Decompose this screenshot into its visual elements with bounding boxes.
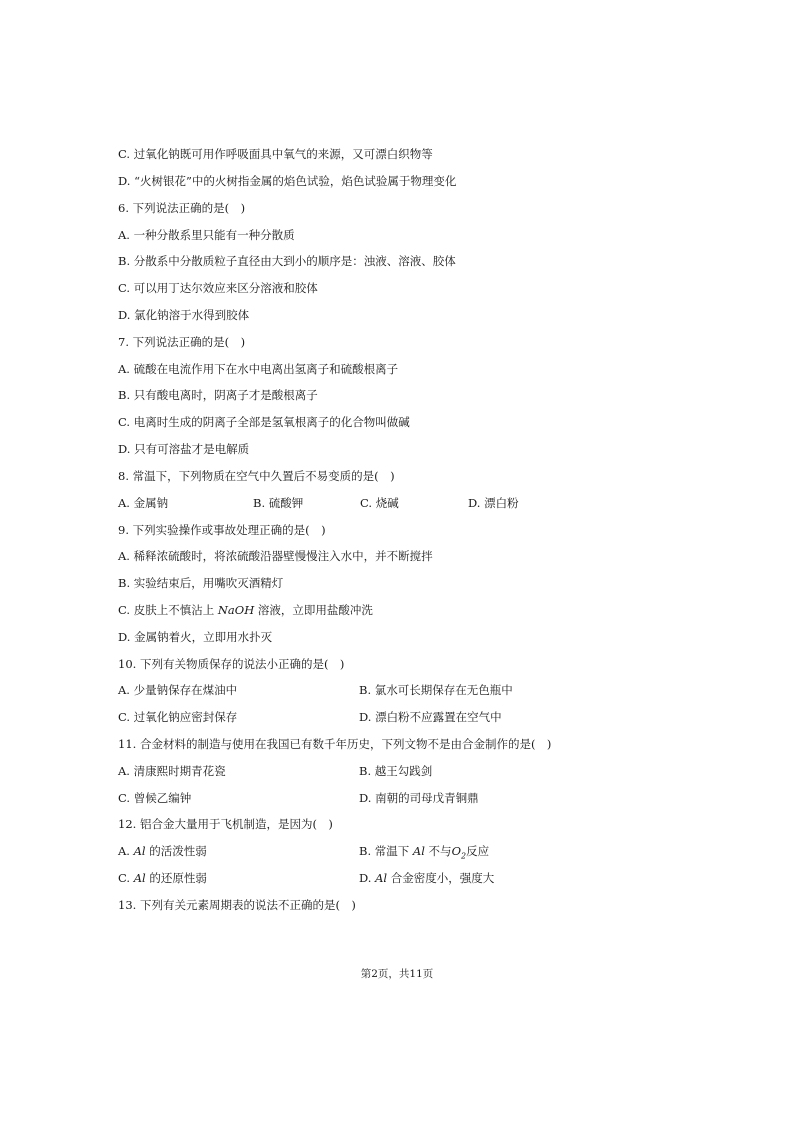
al-symbol: Al [133, 844, 146, 858]
option-b-q12-text-end: 反应 [466, 844, 490, 858]
question-8: 8. 常温下，下列物质在空气中久置后不易变质的是( ) [118, 469, 395, 483]
option-a-q8: A. 金属钠 [118, 496, 169, 510]
option-a-q12-text: 的活泼性弱 [145, 844, 207, 858]
option-c-q5: C. 过氧化钠既可用作呼吸面具中氧气的来源，又可漂白织物等 [118, 147, 433, 161]
page-footer: 第2页，共11页 [360, 968, 434, 980]
option-b-q8: B. 硫酸钾 [253, 496, 304, 510]
option-c-q9-text-start: C. 皮肤上不慎沾上 [118, 603, 218, 617]
option-b-q6: B. 分散系中分散质粒子直径由大到小的顺序是：浊液、溶液、胶体 [118, 254, 456, 268]
option-d-q7: D. 只有可溶盐才是电解质 [118, 442, 250, 456]
option-d-q5: D. “火树银花”中的火树指金属的焰色试验，焰色试验属于物理变化 [118, 174, 457, 188]
option-c-q7: C. 电离时生成的阴离子全部是氢氧根离子的化合物叫做碱 [118, 415, 410, 429]
question-10: 10. 下列有关物质保存的说法小正确的是( ) [118, 657, 345, 671]
option-a-q12 [118, 842, 207, 860]
question-11: 11. 合金材料的制造与使用在我国已有数千年历史，下列文物不是由合金制作的是( ) [118, 737, 552, 751]
option-d-q11: D. 南朝的司母戊青铜鼎 [359, 791, 479, 805]
option-a-q11: A. 清康熙时期青花瓷 [118, 764, 226, 778]
option-a-q9: A. 稀释浓硫酸时，将浓硫酸沿器壁慢慢注入水中，并不断搅拌 [118, 549, 433, 563]
option-b-q9: B. 实验结束后，用嘴吹灭酒精灯 [118, 576, 284, 590]
al-symbol: Al [412, 844, 425, 858]
option-d-q12-label: D. [359, 871, 376, 885]
oxygen-subscript: 2 [461, 851, 467, 861]
option-c-q6: C. 可以用丁达尔效应来区分溶液和胶体 [118, 281, 318, 295]
option-c-q12-label: C. [118, 871, 134, 885]
option-c-q10: C. 过氧化钠应密封保存 [118, 710, 238, 724]
option-d-q10: D. 漂白粉不应露置在空气中 [359, 710, 502, 724]
question-9: 9. 下列实验操作或事故处理正确的是( ) [118, 523, 326, 537]
option-b-q10: B. 氯水可长期保存在无色瓶中 [359, 683, 513, 697]
option-b-q11: B. 越王勾践剑 [359, 764, 433, 778]
option-a-q6: A. 一种分散系里只能有一种分散质 [118, 228, 295, 242]
option-c-q9 [118, 601, 373, 619]
option-d-q9: D. 金属钠着火，立即用水扑灭 [118, 630, 273, 644]
oxygen-symbol: O [451, 844, 461, 858]
option-b-q7: B. 只有酸电离时，阴离子才是酸根离子 [118, 388, 318, 402]
naoh-formula: NaOH [217, 603, 255, 617]
option-c-q9-text-end: 溶液，立即用盐酸冲洗 [254, 603, 373, 617]
question-13: 13. 下列有关元素周期表的说法不正确的是( ) [118, 898, 356, 912]
option-d-q12-text: 合金密度小，强度大 [387, 871, 495, 885]
option-d-q12 [359, 869, 494, 887]
option-b-q12-text-mid: 不与 [424, 844, 452, 858]
option-c-q8: C. 烧碱 [360, 496, 399, 510]
option-c-q11: C. 曾候乙编钟 [118, 791, 192, 805]
al-symbol: Al [375, 871, 388, 885]
option-a-q12-label: A. [118, 844, 134, 858]
question-12: 12. 铝合金大量用于飞机制造，是因为( ) [118, 817, 333, 831]
question-6: 6. 下列说法正确的是( ) [118, 201, 246, 215]
option-b-q12-label: B. 常温下 [359, 844, 413, 858]
question-7: 7. 下列说法正确的是( ) [118, 335, 246, 349]
option-a-q7: A. 硫酸在电流作用下在水中电离出氢离子和硫酸根离子 [118, 362, 399, 376]
al-symbol: Al [133, 871, 146, 885]
option-c-q12-text: 的还原性弱 [145, 871, 207, 885]
option-b-q12 [359, 842, 489, 860]
oxygen-formula [451, 844, 467, 861]
option-d-q6: D. 氯化钠溶于水得到胶体 [118, 308, 250, 322]
option-d-q8: D. 漂白粉 [468, 496, 519, 510]
option-c-q12 [118, 869, 207, 887]
option-a-q10: A. 少量钠保存在煤油中 [118, 683, 238, 697]
